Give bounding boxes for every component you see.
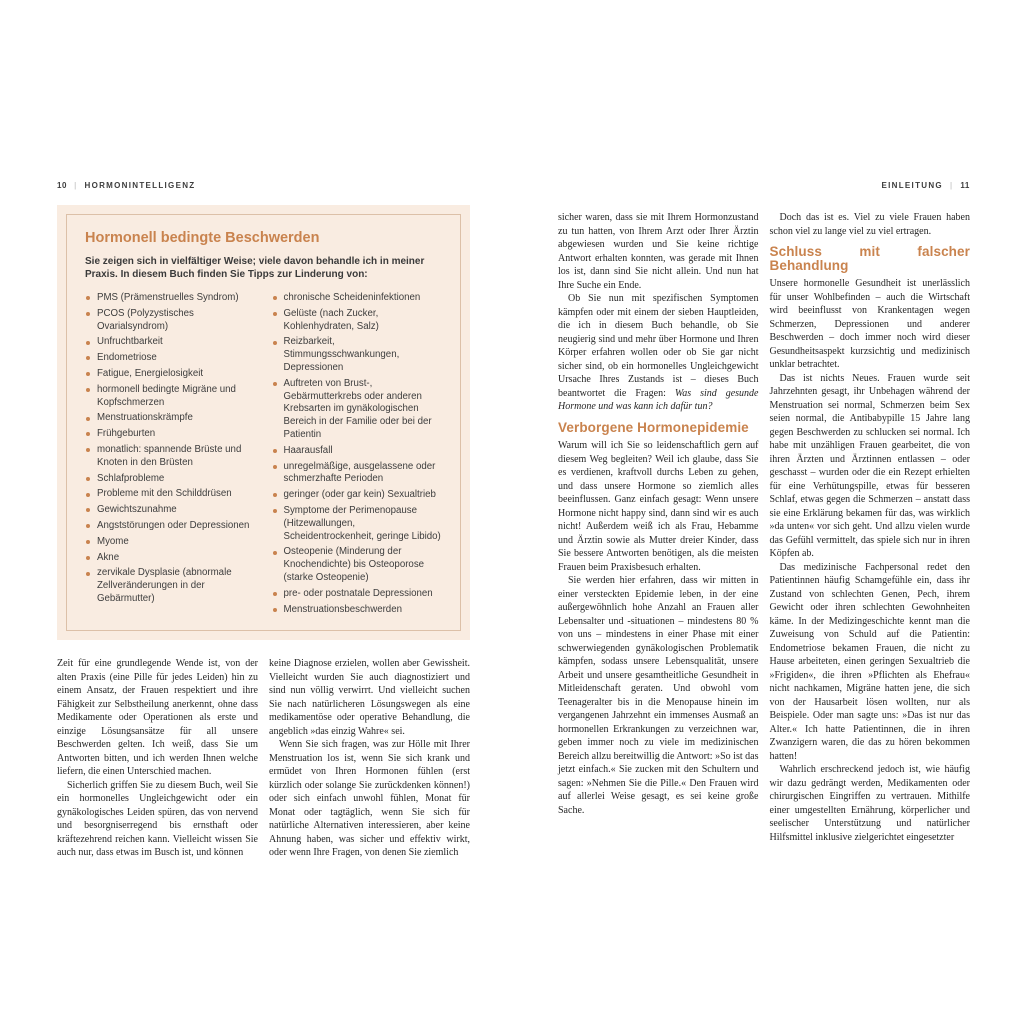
section-heading-hormonepidemie: Verborgene Hormonepidemie	[558, 419, 749, 435]
page-left	[57, 180, 470, 860]
paragraph: keine Diagnose erzielen, wollen aber Gewissheit. Vielleicht wurden Sie auch diagnostiziert und sind nun völlig verwirrt. Und vielleicht suchen Sie nach natürlicheren Lösungswegen als eine medikamentöse oder operative Behandlung, die angeblich »das einzig Wahre« sei.	[269, 658, 470, 737]
paragraph	[558, 292, 759, 414]
list-item: Myome	[85, 536, 256, 549]
section-heading-behandlung: Schluss mit falscher Behandlung	[769, 244, 970, 273]
running-title-right: EINLEITUNG	[881, 180, 943, 190]
list-item: Schlafprobleme	[85, 473, 256, 486]
paragraph: Das medizinische Fachpersonal redet den Patientinnen häufig Schamgefühle ein, dass ihr Zustand von schlechten Genen, Pech, ihrem Gewicht oder ihren schlechten Gewohnheiten käme. In der Medizingeschichte kennt man die Zuweisung von Schuld auf die Patientin: Endometriose bekamen Frauen, die nicht zu Hause arbeiteten, einen geringen Sexualtrieb die »Frigiden«, die ihren »Pflichten als Ehefrau« nicht nachkamen, Migräne hatten jene, die sich von der Hausarbeit lösen wollten, nur als Beispiele. Oder man sagte uns: »Das ist nur das Alter.« Ich hatte Patientinnen, die in ihren Zwanzigern waren, die das zu hören bekommen hatten!	[769, 561, 970, 762]
info-box-columns	[85, 292, 442, 619]
list-item: Akne	[85, 552, 256, 565]
page-right	[558, 180, 970, 844]
list-item: Probleme mit den Schilddrüsen	[85, 488, 256, 501]
paragraph-italic-text: Was sind gesunde Hormone und was kann ich dafür tun?	[558, 387, 759, 412]
paragraph: Das ist nichts Neues. Frauen wurde seit Jahrzehnten gesagt, ihr Unbehagen während der Menstruation sei normal, Schmerzen beim Sex seien normal, die Antibabypille 15 Jahre lang gegen Beschwerden zu schlucken sei normal. Ich habe mit unzähligen Frauen gearbeitet, die von ihren Ärzten und Ärztinnen entlassen – oder geschasst – wurden oder die ein Rezept erhielten für eine Verhütungspille, etwas für besseren Schlaf, etwas gegen die Schmerzen – anstatt dass sie eine Erklärung bekamen für das, was wirklich »da unten« vor sich geht. Und allzu vielen wurde das Gefühl vermittelt, das spiele sich nur in ihren Köpfen ab.	[769, 372, 970, 559]
list-item: Reizbarkeit, Stimmungsschwankungen, Depressionen	[272, 336, 443, 374]
list-item: Fatigue, Energielosigkeit	[85, 368, 256, 381]
paragraph: Warum will ich Sie so leidenschaftlich gern auf diesem Weg begleiten? Weil ich glaube, dass Sie es verdienen, kraftvoll durchs Leben zu gehen, und dass unsere Hormone so ziemlich alles beeinflussen. Ganz einfach gesagt: Wenn unsere Hormone nicht happy sind, dann sind wir es auch nicht! Außerdem weiß ich als Frau, Hebamme und Ärztin sowie als Mutter dreier Kinder, dass Sie bessere Antworten benötigen, als die meisten Frauen beim Praxisbesuch erhalten.	[558, 440, 759, 573]
paragraph: Zeit für eine grundlegende Wende ist, von der alten Praxis (eine Pille für jedes Leiden) hin zu einem Ansatz, der Frauen respektiert und ihre Fähigkeit zur Selbstheilung anerkennt, ohne dass Medikamente oder Operationen als erste und einzige Lösungsansätze für all unsere Beschwerden gelten. Ich weiß, dass Sie um Antworten bitten, und ich werden Ihnen welche liefern, die einen Unterschied machen.	[57, 658, 258, 778]
left-page-body	[57, 657, 470, 860]
list-item: zervikale Dysplasie (abnormale Zellveränderungen in der Gebärmutter)	[85, 567, 256, 605]
left-body-column-2	[269, 657, 470, 860]
list-item: Haarausfall	[272, 445, 443, 458]
symptom-list-1	[85, 292, 256, 606]
header-separator: |	[949, 180, 954, 190]
page-header-left	[57, 180, 470, 190]
paragraph-text: Ob Sie nun mit spezifischen Symptomen kämpfen oder mit einem der sieben Hauptleiden, die ich in diesem Buch behandle, ob Sie neugierig sind und mehr über Hormone und Ihren Körper erfahren wollen oder ob Sie gar nicht sicher sind, ob ein hormonelles Ungleichgewicht Ursache Ihres Zustands ist – dieses Buch beantwortet die Fragen:	[558, 293, 759, 399]
list-item: Osteopenie (Minderung der Knochendichte) bis Osteoporose (starke Osteopenie)	[272, 546, 443, 584]
header-separator: |	[74, 180, 78, 190]
info-box-intro: Sie zeigen sich in vielfältiger Weise; viele davon behandle ich in meiner Praxis. In diesem Buch finden Sie Tipps zur Linderung von:	[85, 256, 425, 280]
info-box-title: Hormonell bedingte Beschwerden	[85, 230, 320, 246]
list-item: pre- oder postnatale Depressionen	[272, 588, 443, 601]
list-item: monatlich: spannende Brüste und Knoten in den Brüsten	[85, 444, 256, 470]
paragraph: Sicherlich griffen Sie zu diesem Buch, weil Sie ein hormonelles Ungleichgewicht oder ein gynäkologisches Leiden spüren, das von nervend und besorgniserregend bis ernsthaft oder kräftezehrend reichen kann. Vielleicht wissen Sie auch nur, dass etwas im Busch ist, und können	[57, 779, 258, 859]
list-item: Unfruchtbarkeit	[85, 336, 256, 349]
list-item: Menstruationskrämpfe	[85, 412, 256, 425]
list-item: Symptome der Perimenopause (Hitzewallungen, Scheidentrockenheit, geringe Libido)	[272, 505, 443, 543]
paragraph: Doch das ist es. Viel zu viele Frauen haben schon viel zu lange viel zu viel ertragen.	[769, 212, 970, 237]
list-item: PMS (Prämenstruelles Syndrom)	[85, 292, 256, 305]
symptom-info-box-frame	[66, 214, 461, 631]
list-item: Gewichtszunahme	[85, 504, 256, 517]
symptom-info-box	[57, 205, 470, 640]
list-item: Auftreten von Brust-, Gebärmutterkrebs oder anderen Krebsarten im gynäkologischen Bereich in der Familie oder bei der Patientin	[272, 378, 443, 442]
right-page-body	[558, 211, 970, 844]
paragraph: sicher waren, dass sie mit Ihrem Hormonzustand zu tun hatten, von Ihrem Arzt oder Ihrer Ärztin abgewiesen wurden und Sie keine richtige Antwort erhalten konnten, was gerade mit Ihnen los ist, dann sind Sie nicht allein. Und nun hat Ihre Suche ein Ende.	[558, 212, 759, 291]
left-body-column-1	[57, 657, 258, 860]
info-box-column-2	[272, 292, 443, 619]
page-header-right	[558, 180, 970, 190]
right-body-column-1	[558, 211, 759, 844]
list-item: Endometriose	[85, 352, 256, 365]
right-body-column-2	[770, 211, 971, 844]
page-number-right: 11	[960, 180, 970, 190]
list-item: geringer (oder gar kein) Sexualtrieb	[272, 489, 443, 502]
page-number-left: 10	[57, 180, 68, 190]
info-box-column-1	[85, 292, 256, 619]
paragraph: Wahrlich erschreckend jedoch ist, wie häufig wir dazu gedrängt werden, Medikamenten oder chirurgischen Eingriffen zu vertrauen. Mithilfe einer umgestellten Ernährung, körperlicher und seelischer Unterstützung und natürlicher Hilfsmittel inklusive zielgerichtet eingesetzter	[769, 764, 970, 843]
list-item: unregelmäßige, ausgelassene oder schmerzhafte Perioden	[272, 461, 443, 487]
list-item: chronische Scheideninfektionen	[272, 292, 443, 305]
paragraph: Wenn Sie sich fragen, was zur Hölle mit Ihrer Menstruation los ist, wenn Sie sich krank und ermüdet von Ihren Hormonen fühlen (erst kürzlich oder solange Sie zurückdenken können!) oder sich einfach unwohl fühlen, Monat für Monat oder tagtäglich, wenn Sie sich für natürliche Alternativen interessieren, aber keine Ahnung haben, was sicher und effektiv wirkt, oder wenn Ihre Fragen, von denen Sie ziemlich	[269, 739, 470, 859]
list-item: PCOS (Polyzystisches Ovarialsyndrom)	[85, 308, 256, 334]
symptom-list-2	[272, 292, 443, 616]
list-item: hormonell bedingte Migräne und Kopfschmerzen	[85, 384, 256, 410]
list-item: Frühgeburten	[85, 428, 256, 441]
running-title-left: HORMONINTELLIGENZ	[84, 180, 196, 190]
list-item: Menstruationsbeschwerden	[272, 604, 443, 617]
paragraph: Sie werden hier erfahren, dass wir mitten in einer versteckten Epidemie leben, in der eine außergewöhnlich hohe Anzahl an Frauen aller Lebensalter und -situationen – mindestens 80 % von uns – mindestens in einer Phase mit einer schwerwiegenden gynäkologischen Problematik kämpfen, sodass unsere Lebensqualität, unsere Arbeit und unsere gesamtheitliche Gesundheit in Mitleidenschaft geraten. Und obwohl vom Teenageralter bis in die Menopause hinein im vergangenen Jahrzehnt ein immenses Ausmaß an hormonellen Erkrankungen zu verzeichnen war, geben immer noch zu viele im medizinischen Bereich allzu bereitwillig die Antwort: »So ist das jetzt einfach.« Sie zucken mit den Schultern und sagen: »Nehmen Sie die Pille.« Den Frauen wird auf allerlei Weise gesagt, es sei keine große Sache.	[558, 575, 759, 816]
paragraph: Unsere hormonelle Gesundheit ist unerlässlich für unser Wohlbefinden – auch die Wirtschaft wird beeinflusst von Krankentagen wegen Schmerzen, Depressionen und anderer Beschwerden – doch immer noch wird dieser Gesundheitsaspekt kurzsichtig und medizinisch unklar betrachtet.	[769, 278, 970, 370]
list-item: Angststörungen oder Depressionen	[85, 520, 256, 533]
list-item: Gelüste (nach Zucker, Kohlenhydraten, Salz)	[272, 308, 443, 334]
